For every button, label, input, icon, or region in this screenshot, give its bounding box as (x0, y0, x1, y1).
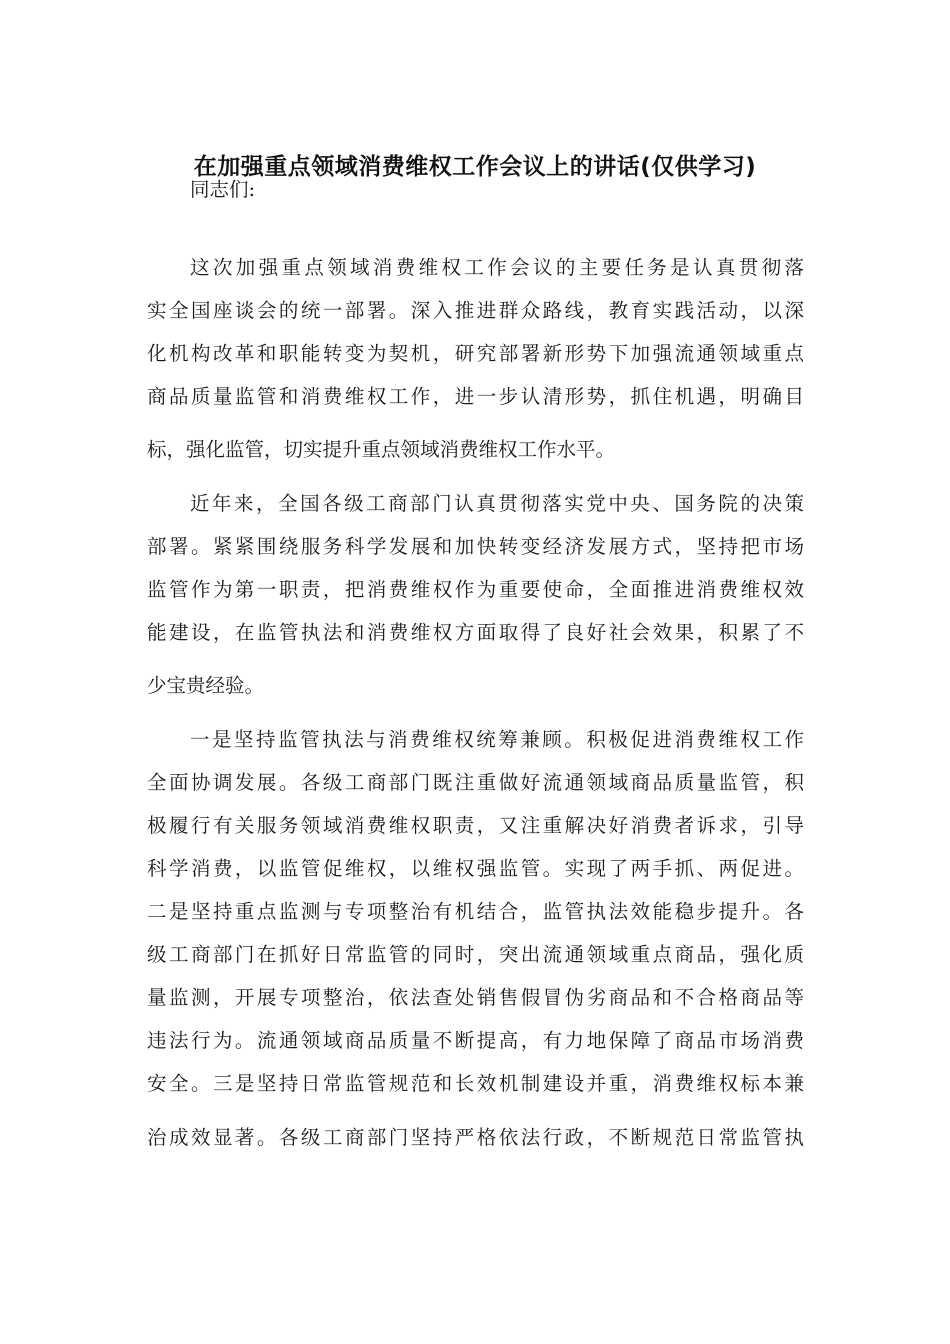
text-line: 科学消费，以监管促维权，以维权强监管。实现了两手抓、两促进。 (147, 857, 804, 880)
text-line: 二是坚持重点监测与专项整治有机结合，监管执法效能稳步提升。各 (147, 900, 804, 923)
text-line: 治成效显著。各级工商部门坚持严格依法行政，不断规范日常监管执 (147, 1126, 804, 1149)
text-line: 违法行为。流通领域商品质量不断提高，有力地保障了商品市场消费 (147, 1029, 804, 1052)
text-line: 安全。三是坚持日常监管规范和长效机制建设并重，消费维权标本兼 (147, 1072, 804, 1095)
text-line: 化机构改革和职能转变为契机，研究部署新形势下加强流通领域重点 (147, 342, 804, 365)
text-line: 极履行有关服务领域消费维权职责，又注重解决好消费者诉求，引导 (147, 814, 804, 837)
text-line: 能建设，在监管执法和消费维权方面取得了良好社会效果，积累了不 (147, 621, 804, 644)
text-line: 全面协调发展。各级工商部门既注重做好流通领域商品质量监管，积 (147, 771, 804, 794)
text-line: 实全国座谈会的统一部署。深入推进群众路线，教育实践活动，以深 (147, 299, 804, 322)
text-line: 近年来，全国各级工商部门认真贯彻落实党中央、国务院的决策 (190, 492, 804, 515)
text-line: 一是坚持监管执法与消费维权统筹兼顾。积极促进消费维权工作 (190, 728, 804, 751)
document-title: 在加强重点领域消费维权工作会议上的讲话(仅供学习) (193, 154, 757, 180)
text-line: 标，强化监管，切实提升重点领域消费维权工作水平。 (147, 438, 616, 461)
text-line: 这次加强重点领域消费维权工作会议的主要任务是认真贯彻落 (190, 256, 804, 279)
text-line: 量监测，开展专项整治，依法查处销售假冒伪劣商品和不合格商品等 (147, 986, 804, 1009)
text-line: 级工商部门在抓好日常监管的同时，突出流通领域重点商品，强化质 (147, 943, 804, 966)
text-line: 少宝贵经验。 (147, 674, 265, 697)
text-line: 监管作为第一职责，把消费维权作为重要使命，全面推进消费维权效 (147, 578, 804, 601)
text-line: 部署。紧紧围绕服务科学发展和加快转变经济发展方式，坚持把市场 (147, 535, 804, 558)
salutation: 同志们: (190, 178, 256, 201)
text-line: 商品质量监管和消费维权工作，进一步认清形势，抓住机遇，明确目 (147, 385, 804, 408)
